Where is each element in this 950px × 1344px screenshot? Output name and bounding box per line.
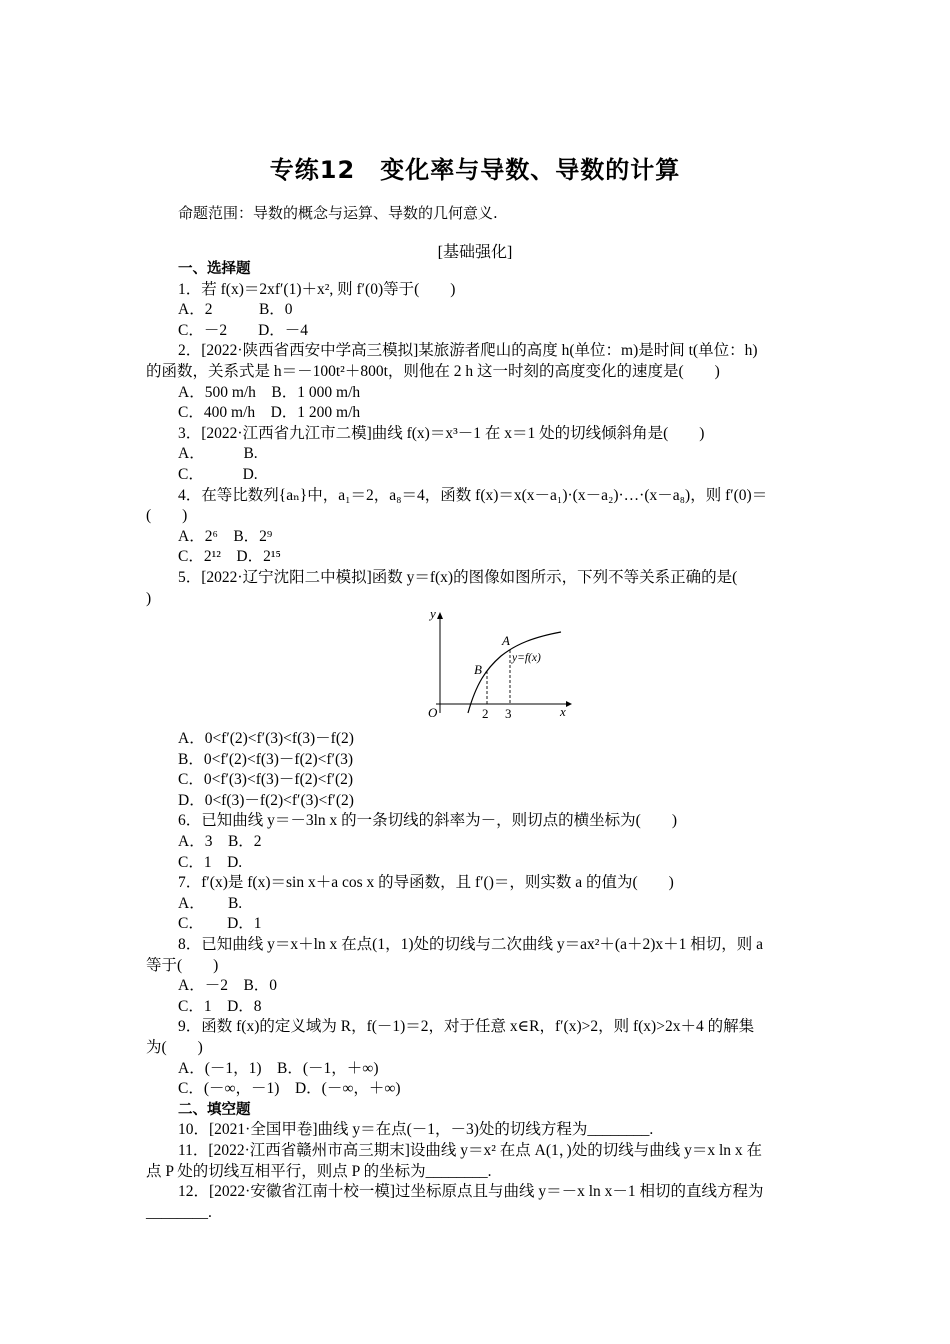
option-line: D．0<f(3)－f(2)<f′(3)<f′(2) xyxy=(178,791,354,809)
question-line: 等于( ) xyxy=(146,956,219,974)
question-line: ) xyxy=(146,589,152,607)
problem-body xyxy=(146,259,806,1223)
question-line: 8．已知曲线 y＝x＋ln x 在点(1，1)处的切线与二次曲线 y＝ax²＋(a＋2)x＋1 相切，则 a xyxy=(178,936,763,954)
question-line: 3．[2022·江西省九江市二模]曲线 f(x)＝x³－1 在 x＝1 处的切线倾斜角是( ) xyxy=(178,424,705,442)
tick-label-2: 2 xyxy=(482,706,489,722)
option-line: A． B. xyxy=(178,445,258,463)
question-line: 2．[2022·陕西省西安中学高三模拟]某旅游者爬山的高度 h(单位：m)是时间 t(单位：h) xyxy=(178,342,758,360)
question-line: ________. xyxy=(146,1203,212,1221)
option-line: C． D．1 xyxy=(178,915,262,933)
option-line: A．2 B．0 xyxy=(178,301,293,319)
question-line: 1．若 f(x)＝2xf′(1)＋x², 则 f′(0)等于( ) xyxy=(178,280,456,298)
option-line: A． B. xyxy=(178,894,243,912)
question-line: 4．在等比数列{aₙ}中，a₁＝2，a₈＝4，函数 f(x)＝x(x－a₁)·(x－a₂)·…·(x－a₈)，则 f′(0)＝ xyxy=(178,486,768,504)
y-axis-arrow xyxy=(437,612,443,619)
point-b-label: B xyxy=(474,662,482,678)
page-title: 专练12 变化率与导数、导数的计算 xyxy=(269,156,681,184)
x-axis-label: x xyxy=(560,704,566,720)
y-axis-label: y xyxy=(430,609,436,622)
option-line: C．400 m/h D．1 200 m/h xyxy=(178,404,361,422)
option-line: A．0<f′(2)<f′(3)<f(3)－f(2) xyxy=(178,730,354,748)
question-line: 11．[2022·江西省赣州市高三期末]设曲线 y＝x² 在点 A(1，)处的切线与曲线 y＝x ln x 在 xyxy=(178,1141,763,1159)
x-axis-arrow xyxy=(566,701,572,707)
option-line: C．1 D. xyxy=(178,853,243,871)
tick-label-3: 3 xyxy=(505,706,512,722)
option-line: C． D. xyxy=(178,465,258,483)
option-line: A．500 m/h B．1 000 m/h xyxy=(178,383,361,401)
function-graph-figure xyxy=(146,609,806,729)
section-heading: [基础强化] xyxy=(437,244,513,261)
question-line: 6．已知曲线 y＝－3ln x 的一条切线的斜率为－，则切点的横坐标为( ) xyxy=(178,812,678,830)
option-line: C．2¹² D．2¹⁵ xyxy=(178,548,281,566)
question-line: 点 P 处的切线互相平行，则点 P 的坐标为________. xyxy=(146,1162,492,1180)
option-line: B．0<f′(2)<f(3)－f(2)<f′(3) xyxy=(178,750,354,768)
option-line: C．1 D．8 xyxy=(178,997,262,1015)
option-line: C．0<f′(3)<f(3)－f(2)<f′(2) xyxy=(178,771,354,789)
point-a-label: A xyxy=(502,633,510,649)
question-line: 9．函数 f(x)的定义域为 R，f(－1)＝2，对于任意 x∈R，f′(x)>2，则 f(x)>2x＋4 的解集 xyxy=(178,1018,755,1036)
question-line: 为( ) xyxy=(146,1039,203,1056)
question-line: 的函数，关系式是 h＝－100t²＋800t，则他在 2 h 这一时刻的高度变化的速度是( ) xyxy=(146,362,720,380)
question-line: 5．[2022·辽宁沈阳二中模拟]函数 y＝f(x)的图像如图所示，下列不等关系正确的是( xyxy=(178,568,738,586)
option-line: C．－2 D．－4 xyxy=(178,321,309,339)
option-line: C．(－∞，－1) D．(－∞，＋∞) xyxy=(178,1080,401,1098)
function-graph xyxy=(416,609,576,721)
part-heading: 二、填空题 xyxy=(178,1101,251,1118)
option-line: A．2⁶ B．2⁹ xyxy=(178,527,273,545)
option-line: A．－2 B．0 xyxy=(178,977,278,995)
question-line: 12．[2022·安徽省江南十校一模]过坐标原点且与曲线 y＝－x ln x－1 相切的直线方程为 xyxy=(178,1183,764,1201)
question-line: 10．[2021·全国甲卷]曲线 y＝在点(－1，－3)处的切线方程为________. xyxy=(178,1121,654,1139)
curve-label: y=f(x) xyxy=(512,652,541,665)
option-line: A．3 B．2 xyxy=(178,833,262,851)
part-heading: 一、选择题 xyxy=(178,261,251,277)
origin-label: O xyxy=(428,705,438,721)
topic-scope: 命题范围：导数的概念与运算、导数的几何意义. xyxy=(178,204,498,222)
option-line: A．(－1，1) B．(－1，＋∞) xyxy=(178,1059,379,1077)
question-line: 7．f′(x)是 f(x)＝sin x＋a cos x 的导函数，且 f′()＝，则实数 a 的值为( ) xyxy=(178,874,674,892)
question-line: ( ) xyxy=(146,507,188,525)
